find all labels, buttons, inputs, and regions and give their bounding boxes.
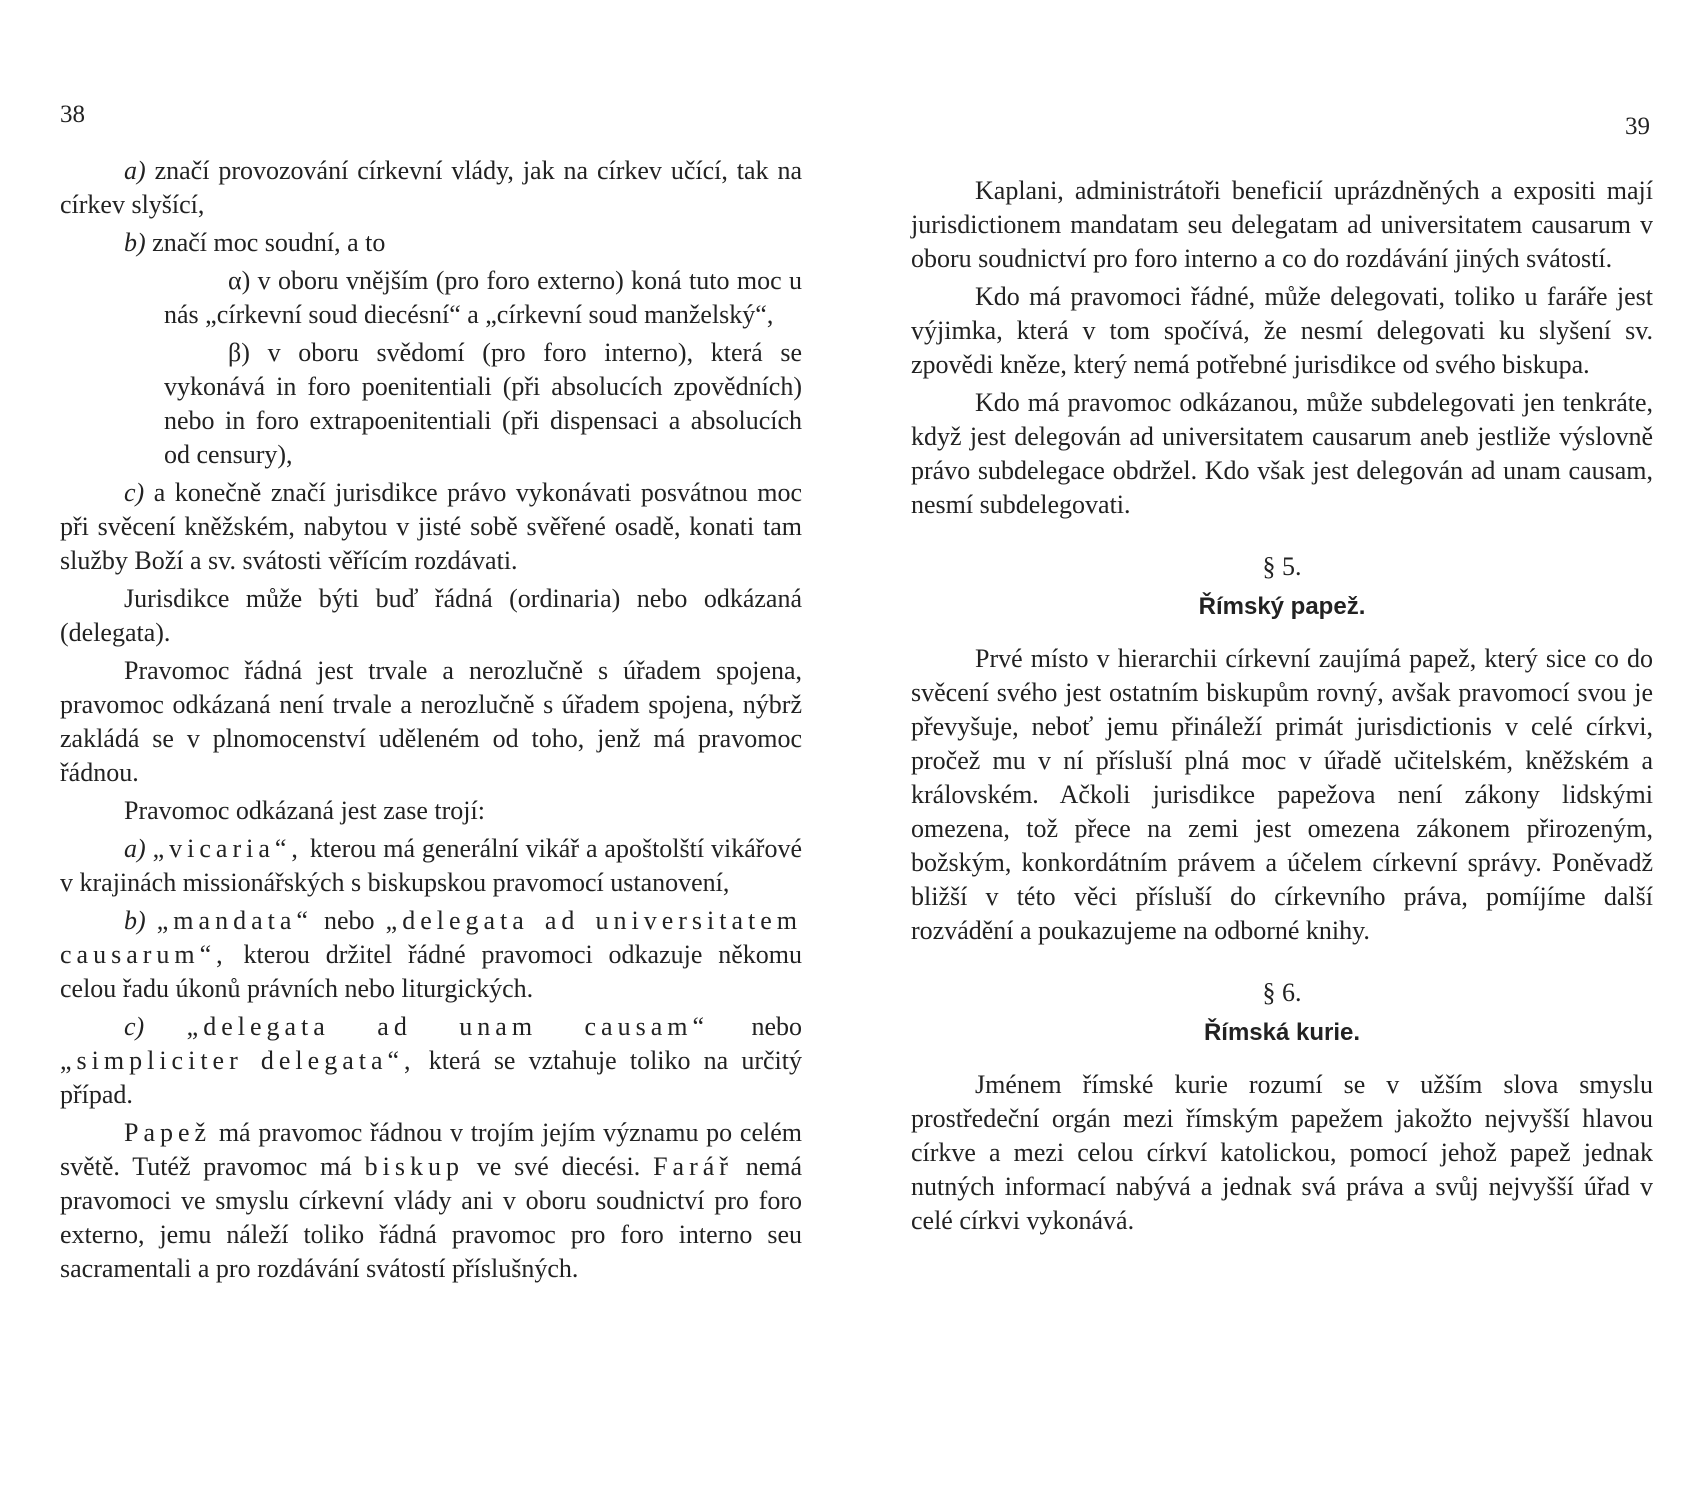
delegation-unam-label: c) bbox=[124, 1012, 145, 1041]
delegation-mandata-or: nebo bbox=[324, 906, 375, 935]
paragraph-section-5: Prvé místo v hierarchii církevní zaujímá papež, který sice co do svěcení svého jest ostatním biskupům rovný, avšak pravomocí svou je převyšuje, neboť jemu přináleží primát jurisdictionis v celé církvi, pročež mu v ní přísluší plná moc v úřadě učitelském, kněžském a královském. Ačkoli jurisdikce papežova není zákony lidskými omezena, tož přece na zemi jest omezena zákonem přirozeným, božským, konkordátním právem a účelem církevní správy. Poněvadž bližší v této věci přísluší do církevního práva, pomíjíme další rozvádění a poukazujeme na odborné knihy. bbox=[911, 644, 1653, 945]
item-b-beta bbox=[60, 336, 802, 472]
delegation-mandata-label: b) bbox=[124, 906, 146, 935]
section-6-number: § 6. bbox=[1262, 978, 1302, 1007]
delegation-vicaria bbox=[60, 832, 802, 900]
delegation-unam-term: „delegata ad unam causam“ bbox=[186, 1012, 710, 1041]
item-b-label: b) bbox=[124, 228, 146, 257]
item-b-text: značí moc soudní, a to bbox=[152, 228, 386, 257]
section-6-title: Římská kurie. bbox=[1203, 1019, 1361, 1046]
right-page-column bbox=[911, 174, 1653, 1242]
delegation-vicaria-term: „vicaria“, bbox=[152, 834, 303, 863]
item-b bbox=[60, 226, 802, 260]
item-a-text: značí provozování církevní vlády, jak na církev učící, tak na církev slyšící, bbox=[60, 156, 802, 219]
section-5-title: Římský papež. bbox=[1198, 593, 1366, 620]
item-a-label: a) bbox=[124, 156, 146, 185]
item-c-text: a konečně značí jurisdikce právo vykonávati posvátnou moc při svěcení kněžském, nabytou v jisté sobě svěřené osadě, konati tam služby Boží a sv. svátosti věřícím rozdávati. bbox=[60, 478, 803, 575]
page-number-right: 39 bbox=[1625, 113, 1650, 140]
item-b-alpha-text: v oboru vnějším (pro foro externo) koná tuto moc u nás „církevní soud diecésní“ a „církevní soud manželský“, bbox=[164, 266, 802, 329]
papez-text-2: ve své diecési. bbox=[476, 1152, 641, 1181]
paragraph-section-6: Jménem římské kurie rozumí se v užším slova smyslu prostředeční orgán mezi římským papežem jakožto nejvyšší hlavou církve a mezi celou církví katolickou, pomocí jehož papež jednak nutných informací nabývá a jednak svá práva a svůj nejvyšší úřad v celé církvi vykonává. bbox=[911, 1070, 1653, 1235]
word-farar: Farář bbox=[653, 1152, 733, 1181]
delegation-mandata-text: kterou držitel řádné pravomoci odkazuje někomu celou řadu úkonů právních nebo liturgických. bbox=[60, 940, 802, 1003]
paragraph-ordinaria: Jurisdikce může býti buď řádná (ordinaria) nebo odkázaná (delegata). bbox=[60, 584, 802, 647]
delegation-mandata-term: „mandata“ bbox=[156, 906, 313, 935]
paragraph-subdelegovati: Kdo má pravomoc odkázanou, může subdelegovati jen tenkráte, když jest delegován ad universitatem causarum aneb jestliže výslovně právo subdelegace obdržel. Kdo však jest delegován ad unam causam, nesmí subdelegovati. bbox=[911, 388, 1653, 519]
item-b-beta-label: β) bbox=[228, 338, 250, 367]
paragraph-troji: Pravomoc odkázaná jest zase trojí: bbox=[124, 796, 485, 825]
paragraph-papez-pravomoc bbox=[60, 1116, 802, 1286]
paragraph-delegovati: Kdo má pravomoci řádné, může delegovati, toliko u faráře jest výjimka, která v tom spočívá, že nesmí delegovati ku slyšení sv. zpovědi kněze, který nemá potřebné jurisdikce od svého biskupa. bbox=[911, 282, 1653, 379]
word-papez: Papež bbox=[124, 1118, 212, 1147]
delegation-simpliciter-term: „simpliciter delegata“, bbox=[60, 1046, 416, 1075]
paragraph-radna: Pravomoc řádná jest trvale a nerozlučně s úřadem spojena, pravomoc odkázaná není trvale a nerozlučně s úřadem spojena, nýbrž zakládá se v plnomocenství uděleném od toho, jenž má pravomoc řádnou. bbox=[60, 656, 802, 787]
word-biskup: biskup bbox=[364, 1152, 464, 1181]
delegation-unam-causam bbox=[60, 1010, 802, 1112]
item-a bbox=[60, 154, 802, 222]
item-b-alpha bbox=[60, 264, 802, 332]
delegation-vicaria-label: a) bbox=[124, 834, 146, 863]
item-c bbox=[60, 476, 802, 578]
left-page-column bbox=[60, 154, 802, 1290]
delegation-mandata bbox=[60, 904, 802, 1006]
delegation-unam-text: která se vztahuje toliko na určitý případ. bbox=[60, 1046, 803, 1109]
delegation-unam-or: nebo bbox=[751, 1012, 803, 1041]
item-b-beta-text: v oboru svědomí (pro foro interno), která se vykonává in foro poenitentiali (při absolucích zpovědních) nebo in foro extrapoenitentiali (při dispensaci a absolucích od censury), bbox=[164, 338, 803, 469]
papez-text-1: má pravomoc řádnou v trojím jejím významu po celém světě. Tutéž pravomoc má bbox=[60, 1118, 802, 1181]
papez-text-3: nemá pravomoci ve smyslu církevní vlády ani v oboru soudnictví pro foro externo, jemu náleží toliko řádná pravomoc pro foro interno seu sacramentali a pro rozdávání svátostí příslušných. bbox=[60, 1152, 803, 1283]
delegation-vicaria-text: kterou má generální vikář a apoštolští vikářové v krajinách missionářských s biskupskou pravomocí ustanovení, bbox=[60, 834, 802, 897]
item-b-alpha-label: α) bbox=[228, 266, 251, 295]
page-number-left: 38 bbox=[60, 101, 85, 128]
item-c-label: c) bbox=[124, 478, 145, 507]
delegation-universitatem-term: „delegata ad universitatem causarum“, bbox=[60, 906, 803, 969]
section-5-number: § 5. bbox=[1262, 552, 1302, 581]
paragraph-kaplani: Kaplani, administrátoři beneficií uprázdněných a expositi mají jurisdictionem mandatam seu delegatam ad universitatem causarum v oboru soudnictví pro foro interno a co do rozdávání jiných svátostí. bbox=[911, 176, 1653, 273]
